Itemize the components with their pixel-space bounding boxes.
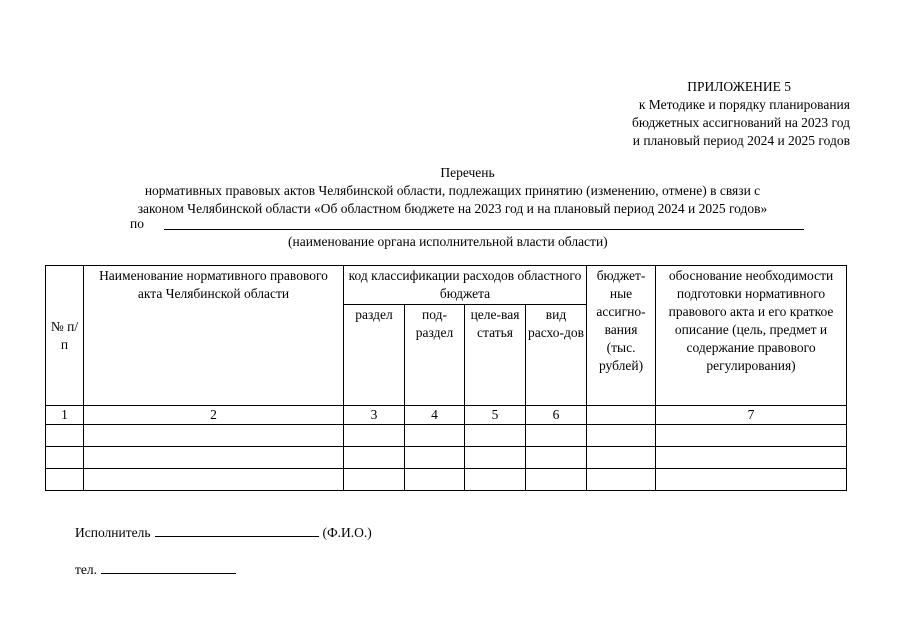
title-line-3: законом Челябинской области «Об областном бюджете на 2023 год и на плановый период 2024 и 2025 годов» xyxy=(137,201,768,216)
table-cell xyxy=(84,425,344,447)
appendix-block xyxy=(632,78,850,150)
table-cell xyxy=(405,469,465,491)
column-number: 3 xyxy=(344,406,405,425)
table-cell xyxy=(84,469,344,491)
table-cell xyxy=(46,447,84,469)
header-num: № п/п xyxy=(46,266,84,406)
executor-line xyxy=(75,524,372,541)
header-subsection: под-раздел xyxy=(405,305,465,406)
column-number: 5 xyxy=(465,406,526,425)
title-line-1: Перечень xyxy=(440,165,495,180)
appendix-line-2: к Методике и порядку планирования xyxy=(638,97,850,112)
table-cell xyxy=(587,447,656,469)
table-cell xyxy=(526,447,587,469)
phone-line xyxy=(75,561,236,578)
appendix-title: ПРИЛОЖЕНИЕ 5 xyxy=(687,79,791,94)
executor-suffix: (Ф.И.О.) xyxy=(322,525,372,540)
header-expense-type: вид расхо-дов xyxy=(526,305,587,406)
table-cell xyxy=(46,469,84,491)
title-line-2: нормативных правовых актов Челябинской области, подлежащих принятию (изменению, отмене) в связи с xyxy=(144,183,761,198)
appendix-line-4: и плановый период 2024 и 2025 годов xyxy=(632,133,850,148)
table-cell xyxy=(465,469,526,491)
document-title xyxy=(0,164,905,218)
table-cell xyxy=(656,425,847,447)
acts-table xyxy=(45,265,847,491)
header-classification: код классификации расходов областного бюджета xyxy=(344,266,587,305)
column-number: 4 xyxy=(405,406,465,425)
table-cell xyxy=(405,425,465,447)
column-number: 7 xyxy=(656,406,847,425)
table-row xyxy=(46,447,847,469)
table-cell xyxy=(405,447,465,469)
table-cell xyxy=(344,447,405,469)
table-cell xyxy=(46,425,84,447)
table-cell xyxy=(465,447,526,469)
authority-fill-line xyxy=(164,229,804,230)
executor-fill-line xyxy=(155,524,319,537)
po-label: по xyxy=(130,216,144,231)
table-row xyxy=(46,425,847,447)
table-cell xyxy=(656,447,847,469)
table-cell xyxy=(587,425,656,447)
column-number: 6 xyxy=(526,406,587,425)
header-target: целе-вая статья xyxy=(465,305,526,406)
table-cell xyxy=(587,469,656,491)
header-budget: бюджет-ные ассигно-вания (тыс. рублей) xyxy=(587,266,656,406)
table-cell xyxy=(84,447,344,469)
table-cell xyxy=(344,469,405,491)
header-section: раздел xyxy=(344,305,405,406)
column-number xyxy=(587,406,656,425)
table-cell xyxy=(344,425,405,447)
authority-caption: (наименование органа исполнительной власти области) xyxy=(288,234,608,249)
table-row xyxy=(46,469,847,491)
table-cell xyxy=(526,425,587,447)
phone-fill-line xyxy=(101,561,236,574)
column-number: 1 xyxy=(46,406,84,425)
column-number-row xyxy=(46,406,847,425)
appendix-line-3: бюджетных ассигнований на 2023 год xyxy=(632,115,850,130)
phone-label: тел. xyxy=(75,562,98,577)
header-act-name: Наименование нормативного правового акта Челябинской области xyxy=(84,266,344,406)
column-number: 2 xyxy=(84,406,344,425)
table-cell xyxy=(656,469,847,491)
table-cell xyxy=(526,469,587,491)
header-row xyxy=(46,266,847,305)
header-justification: обоснование необходимости подготовки нормативного правового акта и его краткое описание (цель, предмет и содержание правового регулирования) xyxy=(656,266,847,406)
executor-label: Исполнитель xyxy=(75,525,151,540)
table-cell xyxy=(465,425,526,447)
